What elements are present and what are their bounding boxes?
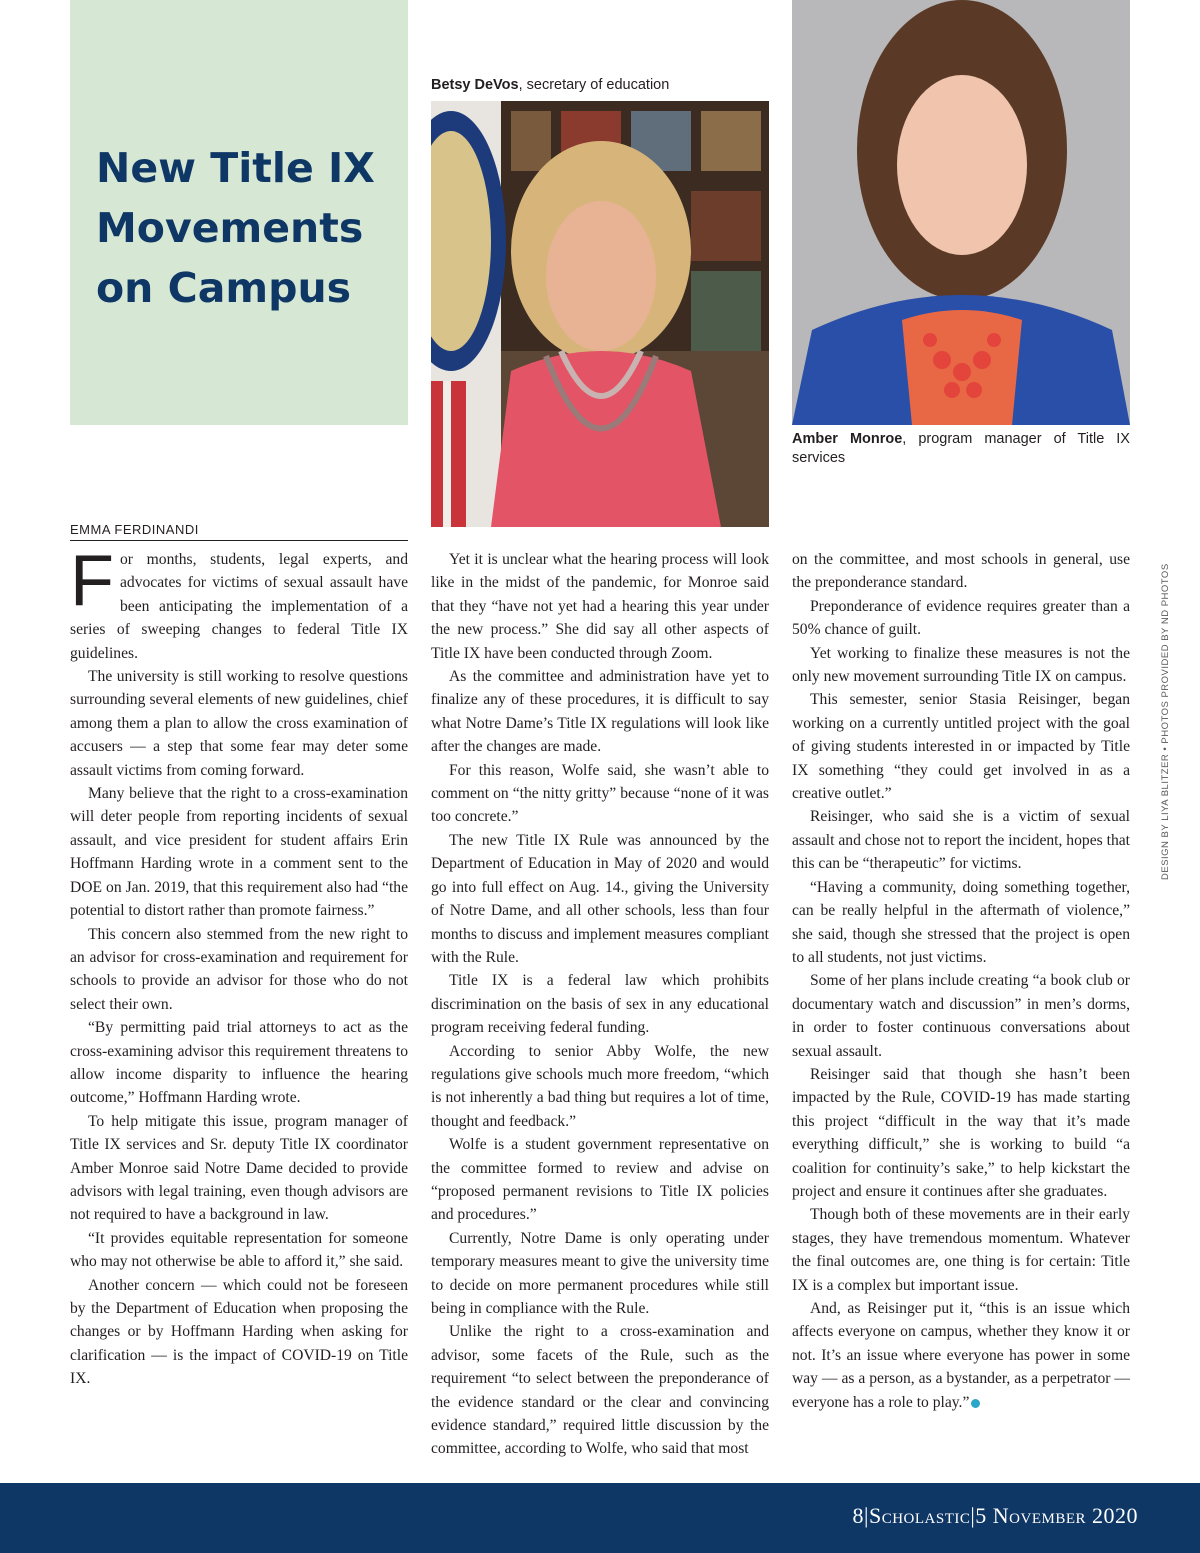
paragraph: The university is still working to resolve questions surrounding several elements of new guidelines, chief among them a plan to allow the cross examination of accusers — a step that some fear may deter some assault victims from coming forward. bbox=[70, 668, 408, 779]
headline bbox=[96, 138, 406, 318]
caption-role: , secretary of education bbox=[518, 77, 670, 93]
article-column-3 bbox=[792, 548, 1130, 1414]
scholastic-end-icon: S bbox=[971, 1399, 980, 1408]
paragraph: This concern also stemmed from the new right to an advisor for cross-examination and requirement for schools to provide an advisor for those who do not select their own. bbox=[70, 925, 408, 1013]
paragraph: Reisinger, who said she is a victim of sexual assault and chose not to report the incident, hopes that this can be “therapeutic” for victims. bbox=[792, 808, 1130, 873]
paragraph: Another concern — which could not be foreseen by the Department of Education when proposing the changes or by Hoffmann Harding when asking for clarification — is the impact of COVID-19 on Title IX. bbox=[70, 1276, 408, 1388]
paragraph: This semester, senior Stasia Reisinger, began working on a currently untitled project with the goal of giving students interested in or impacted by Title IX something “they could get involved in as a creative outlet.” bbox=[792, 691, 1130, 803]
paragraph: Yet it is unclear what the hearing process will look like in the midst of the pandemic, for Monroe said that they “have not yet had a hearing this year under the new process.” She did say all other aspects of Title IX have been conducted through Zoom. bbox=[431, 551, 769, 662]
page-number: 8 bbox=[852, 1503, 865, 1528]
publication-name: Scholastic bbox=[868, 1503, 971, 1528]
paragraph: Though both of these movements are in their early stages, they have tremendous momentum. Whatever the final outcomes are, one thing is for certain: Title IX is a complex but important issue. bbox=[792, 1206, 1130, 1294]
headline-line: New Title IX bbox=[96, 144, 375, 192]
headline-line: Movements bbox=[96, 204, 364, 252]
caption-name: Betsy DeVos bbox=[431, 77, 519, 93]
byline: EMMA FERDINANDI bbox=[70, 522, 408, 541]
paragraph: “By permitting paid trial attorneys to act as the cross-examining advisor this requirement threatens to allow income disparity to influence the hearing outcome,” Hoffmann Harding wrote. bbox=[70, 1019, 408, 1107]
caption-name: Amber Monroe bbox=[792, 431, 903, 447]
photo-caption-monroe bbox=[792, 430, 1130, 468]
paragraph: “Having a community, doing something together, can be really helpful in the aftermath of violence,” she said, though she stressed that the project is open to all students, not just victims. bbox=[792, 878, 1130, 966]
headline-line: on Campus bbox=[96, 264, 352, 312]
paragraph: Wolfe is a student government representative on the committee formed to review and advise on “proposed permanent revisions to Title IX policies and procedures.” bbox=[431, 1136, 769, 1224]
paragraph: Some of her plans include creating “a book club or documentary watch and discussion” in men’s dorms, in order to foster continuous conversations about sexual assault. bbox=[792, 972, 1130, 1060]
caption-role: , program manager of Title IX services bbox=[792, 431, 1130, 466]
paragraph: Unlike the right to a cross-examination and advisor, some facets of the Rule, such as the requirement “to select between the preponderance of the evidence standard or the clear and convincing evidence standard,” required little discussion by the committee, according to Wolfe, who said that most bbox=[431, 1323, 769, 1458]
paragraph: Yet working to finalize these measures is not the only new movement surrounding Title IX on campus. bbox=[792, 644, 1130, 686]
drop-cap: F bbox=[70, 541, 114, 621]
article-column-1 bbox=[70, 541, 408, 1391]
paragraph: Title IX is a federal law which prohibits discrimination on the basis of sex in any educational program receiving federal funding. bbox=[431, 972, 769, 1037]
separator: | bbox=[970, 1503, 976, 1528]
paragraph: The new Title IX Rule was announced by the Department of Education in May of 2020 and would go into full effect on Aug. 14., giving the University of Notre Dame, and all other schools, less than four months to discuss and implement measures compliant with the Rule. bbox=[431, 831, 769, 966]
paragraph: As the committee and administration have yet to finalize any of these procedures, it is difficult to say what Notre Dame’s Title IX regulations will look like after the changes are made. bbox=[431, 668, 769, 756]
footer-bar bbox=[0, 1483, 1200, 1553]
design-photo-credit: DESIGN BY LIYA BLITZER • PHOTOS PROVIDED BY ND PHOTOS bbox=[1160, 563, 1171, 880]
paragraph bbox=[70, 541, 408, 665]
paragraph: Reisinger said that though she hasn’t been impacted by the Rule, COVID-19 has made starting this project “difficult in the way that it’s made everything difficult,” she is working to build “a coalition for continuity’s sake,” to help kickstart the project and ensure it continues after she graduates. bbox=[792, 1065, 1130, 1200]
paragraph: on the committee, and most schools in general, use the preponderance standard. bbox=[792, 551, 1130, 592]
photo-betsy-devos bbox=[431, 101, 769, 527]
article-column-2 bbox=[431, 548, 769, 1461]
paragraph: For this reason, Wolfe said, she wasn’t able to comment on “the nitty gritty” because “none of it was too concrete.” bbox=[431, 761, 769, 826]
photo-amber-monroe bbox=[792, 0, 1130, 425]
paragraph-text: And, as Reisinger put it, “this is an issue which affects everyone on campus, whether they know it or not. It’s an issue where everyone has power in some way — as a person, as a bystander, as a perpetrator — everyone has a role to play.” bbox=[792, 1300, 1130, 1411]
paragraph: Many believe that the right to a cross-examination will deter people from reporting incidents of sexual assault, and vice president for student affairs Erin Hoffmann Harding wrote in a comment sent to the DOE on Jan. 2019, that this requirement also had “the potential to distort rather than promote fairness.” bbox=[70, 785, 408, 920]
photo-caption-devos bbox=[431, 76, 771, 95]
paragraph: “It provides equitable representation for someone who may not otherwise be able to afford it,” she said. bbox=[70, 1229, 408, 1271]
separator: | bbox=[864, 1503, 869, 1528]
paragraph: To help mitigate this issue, program manager of Title IX services and Sr. deputy Title IX coordinator Amber Monroe said Notre Dame decided to provide advisors with legal training, even though advisors are not required to have a background in law. bbox=[70, 1112, 408, 1224]
folio bbox=[853, 1503, 1138, 1529]
paragraph: According to senior Abby Wolfe, the new regulations give schools much more freedom, “which is not inherently a bad thing but requires a lot of time, thought and feedback.” bbox=[431, 1042, 769, 1130]
paragraph bbox=[792, 1297, 1130, 1414]
paragraph-text: or months, students, legal experts, and advocates for victims of sexual assault have been anticipating the implementation of a series of sweeping changes to federal Title IX guidelines. bbox=[70, 551, 408, 662]
issue-date: 5 November 2020 bbox=[975, 1503, 1138, 1528]
paragraph: Preponderance of evidence requires greater than a 50% chance of guilt. bbox=[792, 597, 1130, 639]
paragraph: Currently, Notre Dame is only operating under temporary measures meant to give the university time to decide on more permanent procedures while still being in compliance with the Rule. bbox=[431, 1229, 769, 1317]
